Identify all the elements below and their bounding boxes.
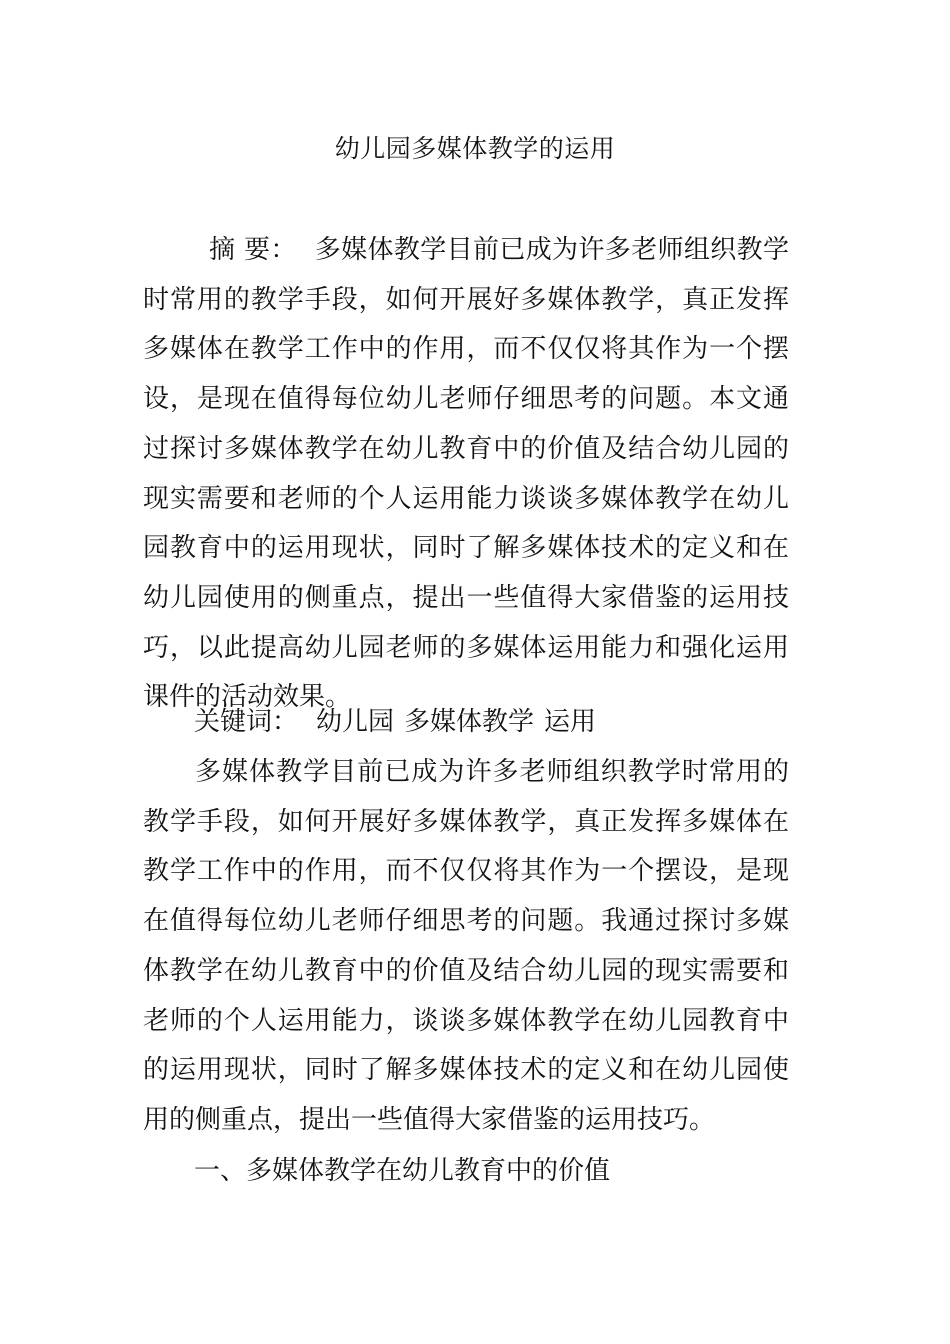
abstract-label: 摘 要： [209,235,297,265]
document-title: 幼儿园多媒体教学的运用 [334,134,616,163]
abstract-paragraph [143,226,789,723]
abstract-text: 多媒体教学目前已成为许多老师组织教学时常用的教学手段，如何开展好多媒体教学，真正发挥多媒体在教学工作中的作用，而不仅仅将其作为一个摆设，是现在值得每位幼儿老师仔细思考的问题。本文通过探讨多媒体教学在幼儿教育中的价值及结合幼儿园的现实需要和老师的个人运用能力谈谈多媒体教学在幼儿园教育中的运用现状，同时了解多媒体技术的定义和在幼儿园使用的侧重点，提出一些值得大家借鉴的运用技巧，以此提高幼儿园老师的多媒体运用能力和强化运用课件的活动效果。 [143,235,789,713]
keyword-item: 运用 [544,707,597,737]
intro-section [143,748,789,1146]
abstract-section [143,226,789,723]
section-heading: 一、多媒体教学在幼儿教育中的价值 [194,1156,611,1186]
keywords-line [194,698,794,748]
intro-paragraph: 多媒体教学目前已成为许多老师组织教学时常用的教学手段，如何开展好多媒体教学，真正发挥多媒体在教学工作中的作用，而不仅仅将其作为一个摆设，是现在值得每位幼儿老师仔细思考的问题。我通过探讨多媒体教学在幼儿教育中的价值及结合幼儿园的现实需要和老师的个人运用能力，谈谈多媒体教学在幼儿园教育中的运用现状，同时了解多媒体技术的定义和在幼儿园使用的侧重点，提出一些值得大家借鉴的运用技巧。 [143,757,789,1135]
keywords-label: 关键词： [194,707,299,737]
keyword-item: 多媒体教学 [404,707,535,737]
keyword-item: 幼儿园 [316,707,395,737]
